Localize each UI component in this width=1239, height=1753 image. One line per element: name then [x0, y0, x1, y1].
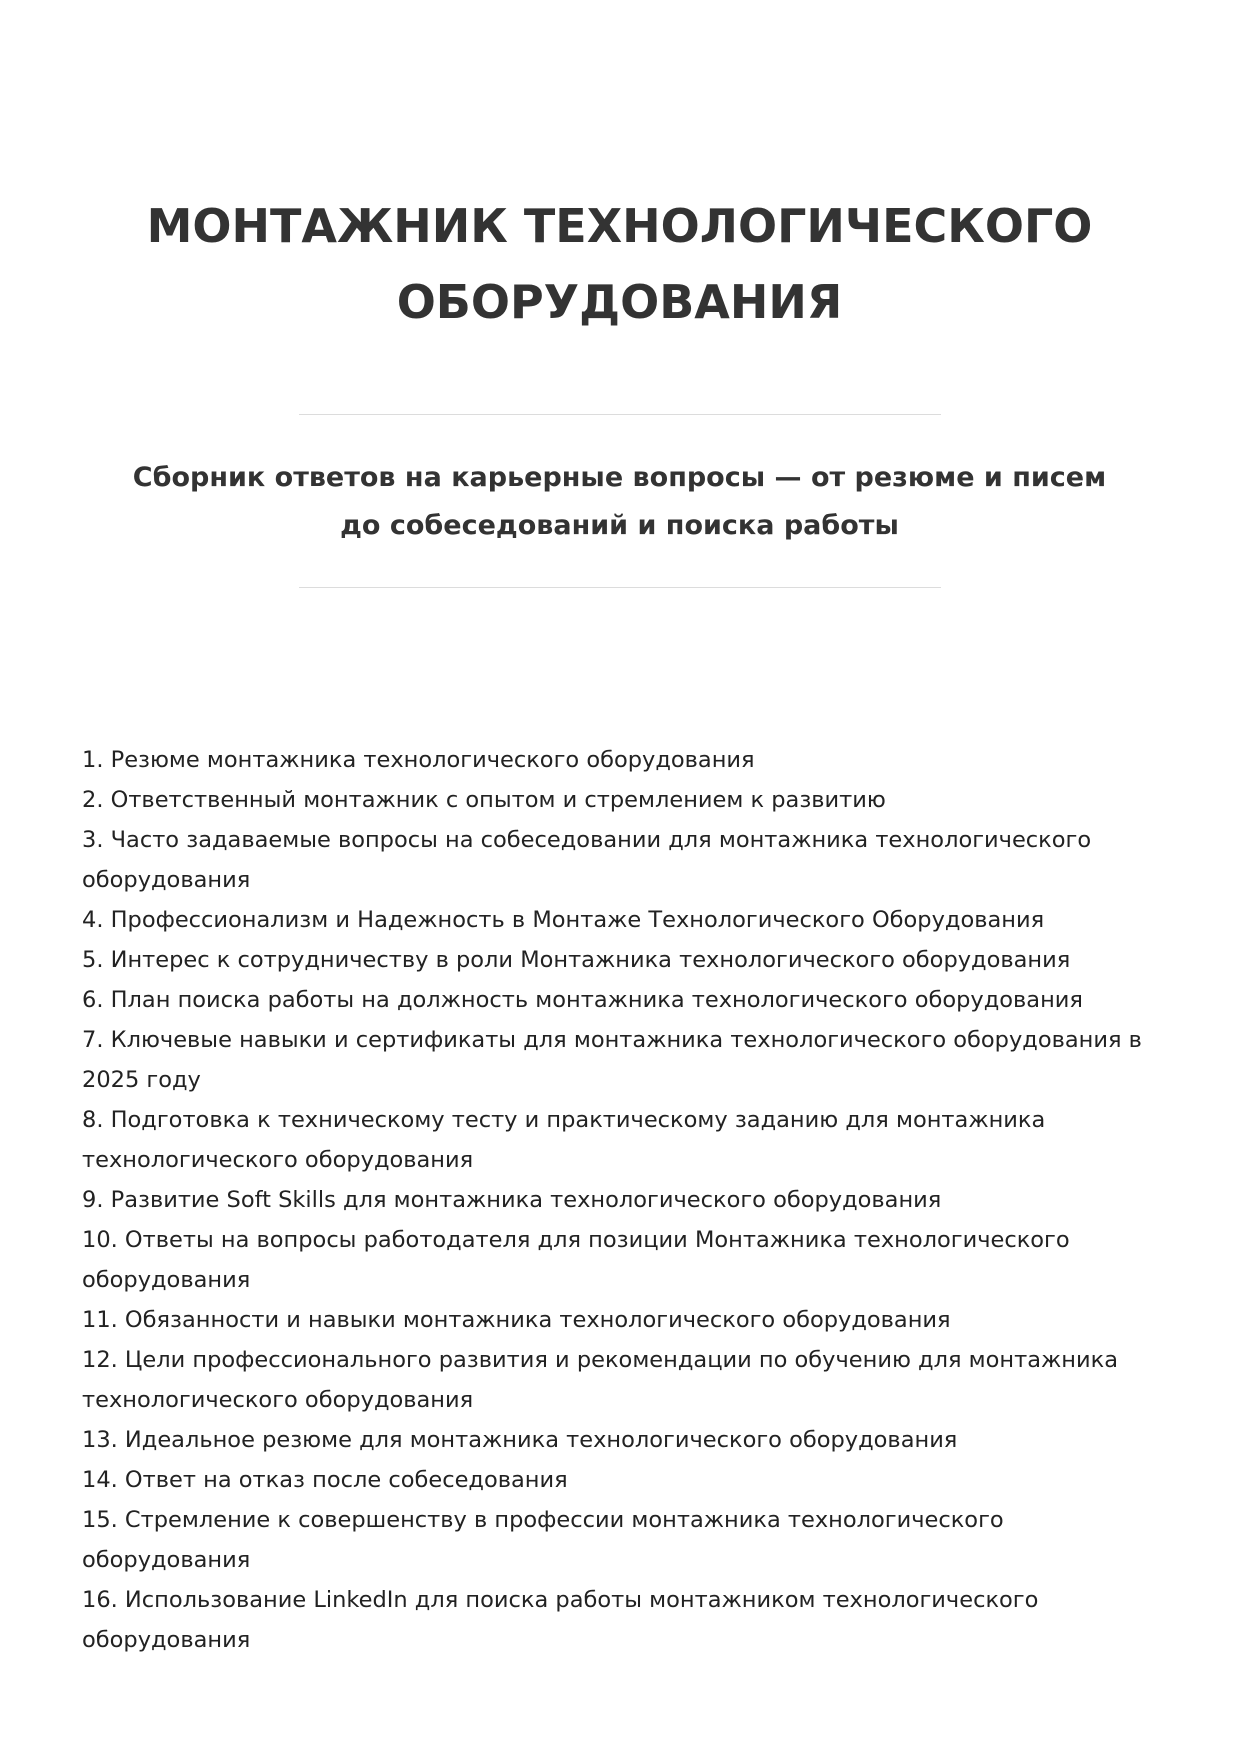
toc-item: 11. Обязанности и навыки монтажника технологического оборудования [82, 1307, 951, 1333]
page-title: МОНТАЖНИК ТЕХНОЛОГИЧЕСКОГО ОБОРУДОВАНИЯ [146, 199, 1093, 329]
toc-item: 2. Ответственный монтажник с опытом и стремлением к развитию [82, 787, 886, 813]
toc-item: 8. Подготовка к техническому тесту и практическому заданию для монтажника технологического оборудования [82, 1107, 1046, 1173]
toc-item: 12. Цели профессионального развития и рекомендации по обучению для монтажника технологического оборудования [82, 1347, 1118, 1413]
toc-item: 15. Стремление к совершенству в профессии монтажника технологического оборудования [82, 1507, 1004, 1573]
divider-bottom [299, 587, 941, 588]
toc-item: 4. Профессионализм и Надежность в Монтаже Технологического Оборудования [82, 907, 1045, 933]
toc-item: 5. Интерес к сотрудничеству в роли Монтажника технологического оборудования [82, 947, 1071, 973]
toc-item: 7. Ключевые навыки и сертификаты для монтажника технологического оборудования в 2025 году [82, 1027, 1142, 1093]
toc-item: 14. Ответ на отказ после собеседования [82, 1467, 568, 1493]
toc-item: 6. План поиска работы на должность монтажника технологического оборудования [82, 987, 1083, 1013]
divider-top [299, 414, 941, 415]
toc-item: 16. Использование LinkedIn для поиска работы монтажником технологического оборудования [82, 1587, 1039, 1653]
toc-item: 9. Развитие Soft Skills для монтажника технологического оборудования [82, 1187, 942, 1213]
toc-item: 1. Резюме монтажника технологического оборудования [82, 747, 755, 773]
toc-item: 13. Идеальное резюме для монтажника технологического оборудования [82, 1427, 958, 1453]
table-of-contents [82, 740, 1167, 1660]
page-subtitle: Сборник ответов на карьерные вопросы — от резюме и писем до собеседований и поиска работы [132, 462, 1107, 541]
toc-item: 10. Ответы на вопросы работодателя для позиции Монтажника технологического оборудования [82, 1227, 1070, 1293]
toc-item: 3. Часто задаваемые вопросы на собеседовании для монтажника технологического оборудования [82, 827, 1092, 893]
